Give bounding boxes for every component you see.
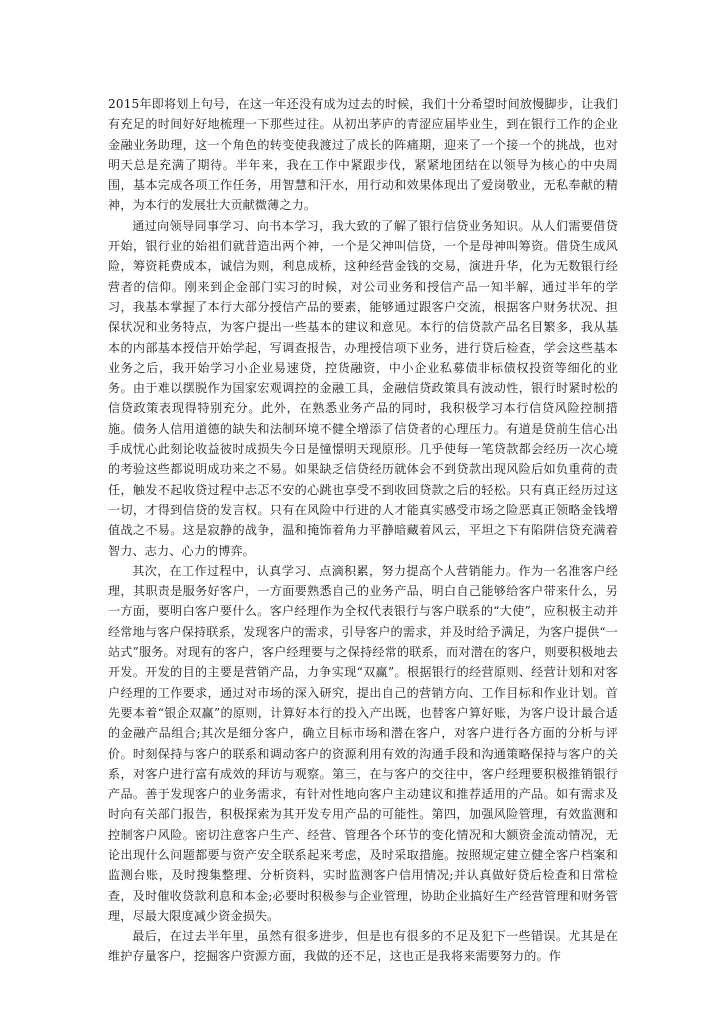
paragraph-closing: 最后，在过去半年里，虽然有很多进步，但是也有很多的不足及犯下一些错误。尤其是在维护存量客户，挖掘客户资源方面，我做的还不足，这也正是我将来需要努力的。作 xyxy=(108,929,618,964)
paragraph-learning: 通过向领导同事学习、向书本学习，我大致的了解了银行信贷业务知识。从人们需要借贷开始，银行业的始祖们就昔造出两个神，一个是父神叫信贷，一个是母神叫筹资。借贷生成风险，筹资耗费成本，诚信为则，利息成桥，这种经营金钱的交易，演进升华，化为无数银行经营者的信仰。刚来到企金部门实习的时候，对公司业务和授信产品一知半解，通过半年的学习，我基本掌握了本行大部分授信产品的要素，能够通过跟客户交流，根据客户财务状况、担保状况和业务特点，为客户提出一些基本的建议和意见。本行的信贷款产品名目繁多，我从基本的内部基本授信开始学起，写调查报告，办理授信项下业务，进行贷后检查，学会这些基本业务之后，我开始学习小企业易速贷，控货融资，中小企业私募债非标债权投资等细化的业务。由于难以摆脱作为国家宏观调控的金融工具，金融信贷政策具有波动性，银行时紧时松的信贷政策表现得特别充分。此外，在熟悉业务产品的同时，我积极学习本行信贷风险控制措施。债务人信用道德的缺失和法制环境不健全增添了信贷者的心理压力。有道是贷前生信心出手成忧心此刻论收益彼时成损失今日是憧憬明天现原形。几乎使每一笔贷款都会经历一次心境的考验这些都说明成功来之不易。如果缺乏信贷经历就体会不到贷款出现风险后如负重荷的责任，触发不起收贷过程中忐忑不安的心跳也享受不到收回贷款之后的轻松。只有真正经历过这一切，才得到信贷的发言权。只有在风险中行进的人才能真实感受市场之险恶真正领略金钱增值战之不易。这是寂静的战争，温和掩饰着角力平静暗藏着风云，平坦之下有陷阱信贷充满着智力、志力、心力的博弈。 xyxy=(108,218,618,558)
document-body xyxy=(108,94,618,967)
paragraph-marketing: 其次，在工作过程中，认真学习、点滴积累，努力提高个人营销能力。作为一名准客户经理，其职责是服务好客户，一方面要熟悉自己的业务产品，明白自己能够给客户带来什么，另一方面，要明白客户要什么。客户经理作为全权代表银行与客户联系的“大使”，应积极主动并经常地与客户保持联系，发现客户的需求，引导客户的需求，并及时给予满足，为客户提供“一站式”服务。对现有的客户，客户经理要与之保持经常的联系，而对潜在的客户，则要积极地去开发。开发的目的主要是营销产品，力争实现“双赢”。根据银行的经营原则、经营计划和对客户经理的工作要求，通过对市场的深入研究，提出自己的营销方向、工作目标和作业计划。首先要本着“银企双赢”的原则，计算好本行的投入产出既，也替客户算好账，为客户设计最合适的金融产品组合;其次是细分客户，确立目标市场和潜在客户，对客户进行各方面的分析与评价。时刻保持与客户的联系和调动客户的资源利用有效的沟通手段和沟通策略保持与客户的关系，对客户进行富有成效的拜访与观察。第三，在与客户的交往中，客户经理要积极推销银行产品。善于发现客户的业务需求，有针对性地向客户主动建议和推荐适用的产品。如有需求及时向有关部门报告，积极探索为其开发专用产品的可能性。第四，加强风险管理，有效监测和控制客户风险。密切注意客户生产、经营、管理各个环节的变化情况和大额资金流动情况，无论出现什么问题都要与资产安全联系起来考虑，及时采取措施。按照规定建立健全客户档案和监测台账，及时搜集整理、分析资料，实时监测客户信用情况;并认真做好贷后检查和日常检查，及时催收贷款利息和本金;必要时积极参与企业管理，协助企业搞好生产经营管理和财务管理，尽最大限度减少资金损失。 xyxy=(108,563,618,923)
paragraph-intro: 2015年即将划上句号，在这一年还没有成为过去的时候，我们十分希望时间放慢脚步，让我们有充足的时间好好地梳理一下那些过往。从初出茅庐的青涩应届毕业生，到在银行工作的企业金融业务助理，这一个角色的转变使我渡过了成长的阵痛期，迎来了一个接一个的挑战，也对明天总是充满了期待。半年来，我在工作中紧跟步伐，紧紧地团结在以领导为核心的中央周围，基本完成各项工作任务，用智慧和汗水，用行动和效果体现出了爱岗敬业，无私奉献的精神，为本行的发展壮大贡献微薄之力。 xyxy=(108,97,618,213)
